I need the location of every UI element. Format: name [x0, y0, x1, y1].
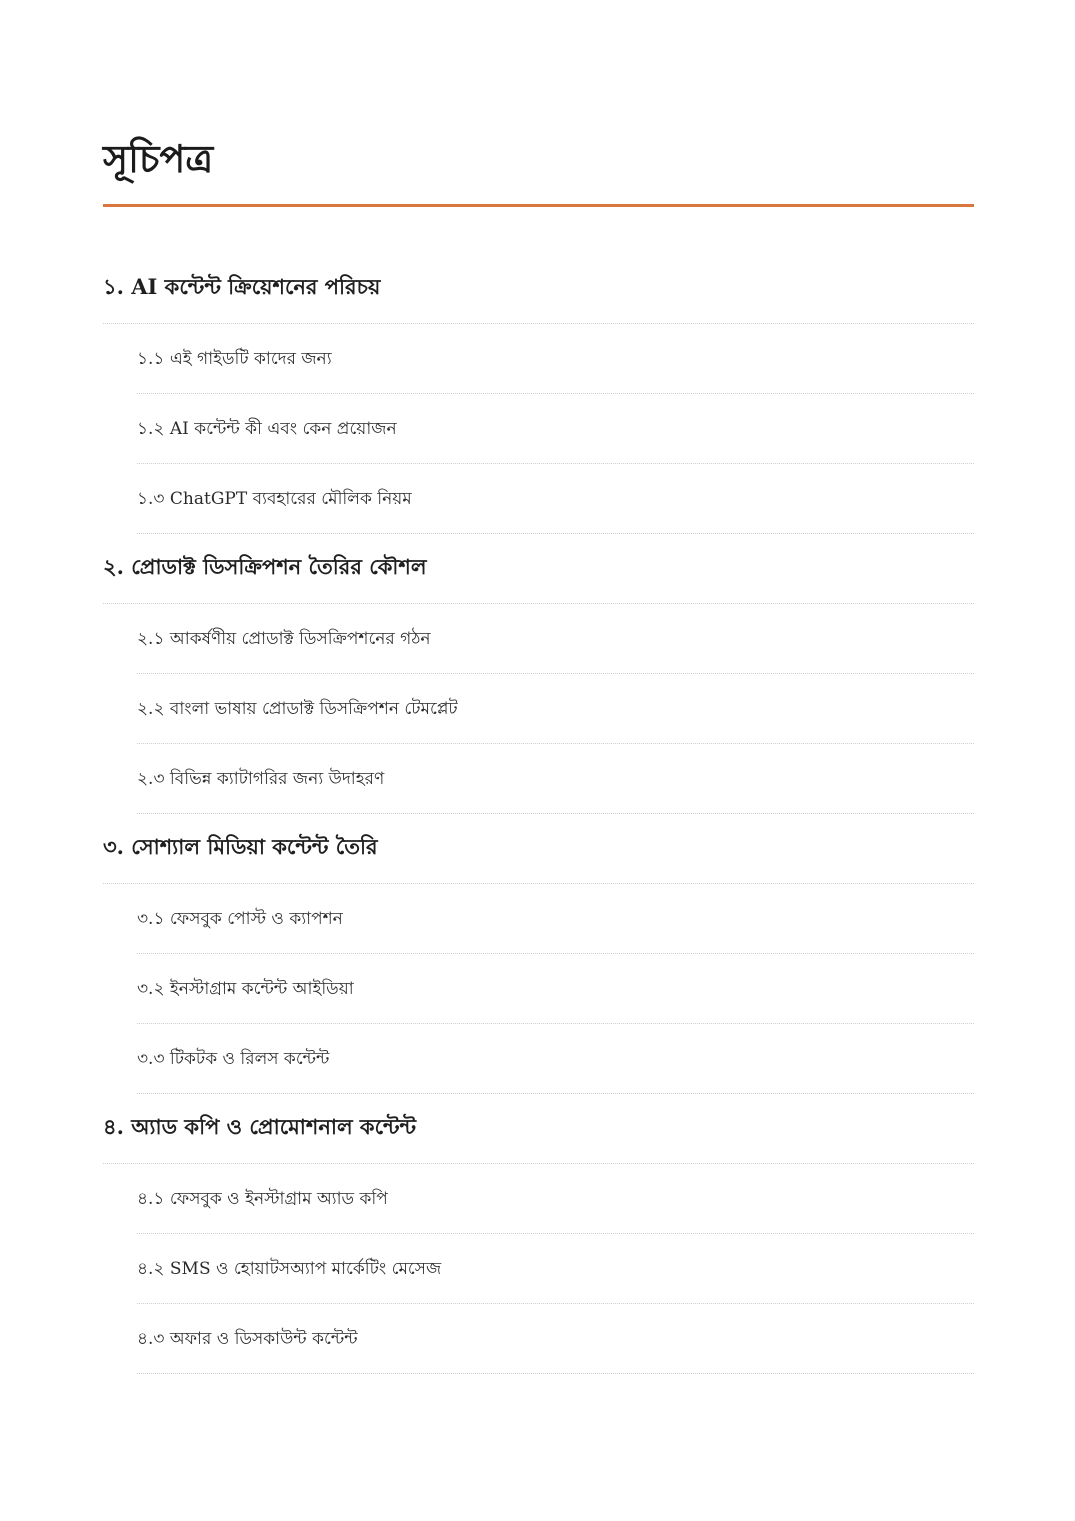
toc-section-label: ৩.২ ইনস্টাগ্রাম কন্টেন্ট আইডিয়া: [137, 979, 354, 999]
toc-chapter-3[interactable]: [103, 814, 974, 884]
toc-section-1-1[interactable]: [137, 324, 974, 394]
title-divider: [103, 204, 974, 207]
toc-section-3-3[interactable]: [137, 1024, 974, 1094]
toc-section-4-2[interactable]: [137, 1234, 974, 1304]
toc-chapter-label: ৪. অ্যাড কপি ও প্রোমোশনাল কন্টেন্ট: [103, 1114, 417, 1139]
table-of-contents: [103, 254, 974, 1374]
toc-section-4-3[interactable]: [137, 1304, 974, 1374]
toc-section-1-3[interactable]: [137, 464, 974, 534]
toc-section-label: ৪.২ SMS ও হোয়াটসঅ্যাপ মার্কেটিং মেসেজ: [137, 1259, 442, 1279]
page-title: সূচিপত্র: [103, 136, 214, 181]
toc-section-label: ৪.১ ফেসবুক ও ইনস্টাগ্রাম অ্যাড কপি: [137, 1189, 388, 1209]
toc-section-label: ২.১ আকর্ষণীয় প্রোডাক্ট ডিসক্রিপশনের গঠন: [137, 629, 431, 649]
toc-section-2-1[interactable]: [137, 604, 974, 674]
toc-chapter-label: ১. AI কন্টেন্ট ক্রিয়েশনের পরিচয়: [103, 274, 381, 299]
toc-section-2-3[interactable]: [137, 744, 974, 814]
toc-section-label: ৪.৩ অফার ও ডিসকাউন্ট কন্টেন্ট: [137, 1329, 358, 1349]
toc-section-label: ১.৩ ChatGPT ব্যবহারের মৌলিক নিয়ম: [137, 489, 412, 509]
toc-chapter-label: ৩. সোশ্যাল মিডিয়া কন্টেন্ট তৈরি: [103, 834, 378, 859]
toc-chapter-1[interactable]: [103, 254, 974, 324]
toc-section-4-1[interactable]: [137, 1164, 974, 1234]
toc-section-label: ১.২ AI কন্টেন্ট কী এবং কেন প্রয়োজন: [137, 419, 397, 439]
toc-chapter-4[interactable]: [103, 1094, 974, 1164]
toc-section-label: ১.১ এই গাইডটি কাদের জন্য: [137, 349, 332, 369]
toc-section-3-2[interactable]: [137, 954, 974, 1024]
toc-section-label: ৩.৩ টিকটক ও রিলস কন্টেন্ট: [137, 1049, 330, 1069]
toc-chapter-label: ২. প্রোডাক্ট ডিসক্রিপশন তৈরির কৌশল: [103, 554, 427, 579]
toc-chapter-2[interactable]: [103, 534, 974, 604]
toc-section-3-1[interactable]: [137, 884, 974, 954]
toc-section-label: ৩.১ ফেসবুক পোস্ট ও ক্যাপশন: [137, 909, 343, 929]
toc-section-label: ২.৩ বিভিন্ন ক্যাটাগরির জন্য উদাহরণ: [137, 769, 385, 789]
toc-section-label: ২.২ বাংলা ভাষায় প্রোডাক্ট ডিসক্রিপশন টেমপ্লেট: [137, 699, 458, 719]
toc-section-1-2[interactable]: [137, 394, 974, 464]
toc-section-2-2[interactable]: [137, 674, 974, 744]
